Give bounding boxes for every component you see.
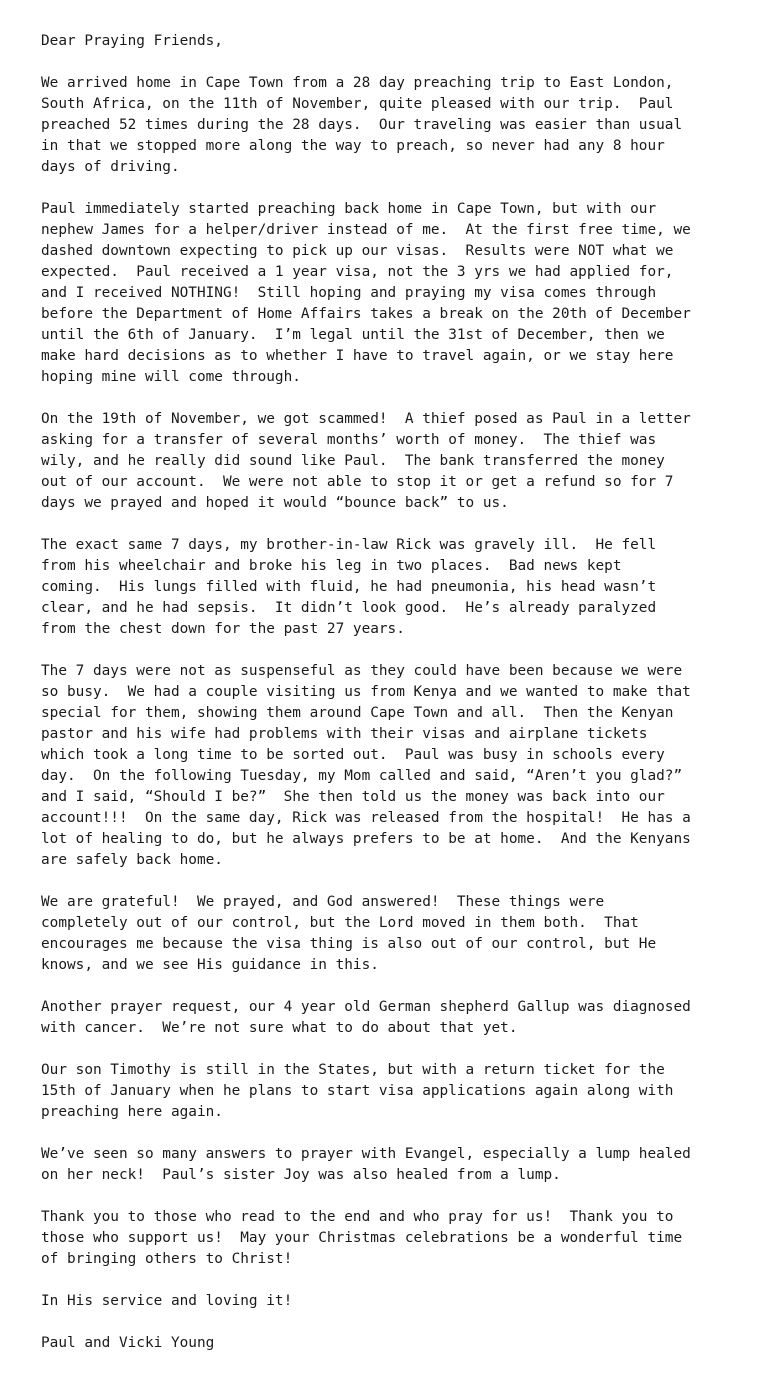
paragraph-dog-prayer-request: Another prayer request, our 4 year old German shepherd Gallup was diagnosed with cancer. We’re not sure what to do about that yet. [41, 999, 691, 1036]
prayer-letter [41, 31, 740, 1354]
closing: In His service and loving it! [41, 1293, 293, 1309]
paragraph-visa-news: Paul immediately started preaching back home in Cape Town, but with our nephew James for a helper/driver instead of me. At the first free time, we dashed downtown expecting to pick up our visas. Results were NOT what we expected. Paul received a 1 year visa, not the 3 yrs we had applied for, and I received NOTHING! Still hoping and praying my visa comes through before the Department of Home Affairs takes a break on the 20th of December until the 6th of January. I’m legal until the 31st of December, then we make hard decisions as to whether I have to travel again, or we stay here hoping mine will come through. [41, 201, 691, 385]
paragraph-answers-to-prayer: We’ve seen so many answers to prayer with Evangel, especially a lump healed on her neck! Paul’s sister Joy was also healed from a lump. [41, 1146, 691, 1183]
paragraph-rick-illness: The exact same 7 days, my brother-in-law Rick was gravely ill. He fell from his wheelchair and broke his leg in two places. Bad news kept coming. His lungs filled with fluid, he had pneumonia, his head wasn’t clear, and he had sepsis. It didn’t look good. He’s already paralyzed from the chest down for the past 27 years. [41, 537, 657, 637]
paragraph-thank-you: Thank you to those who read to the end and who pray for us! Thank you to those who support us! May your Christmas celebrations be a wonderful time of bringing others to Christ! [41, 1209, 683, 1267]
paragraph-scam: On the 19th of November, we got scammed! A thief posed as Paul in a letter asking for a transfer of several months’ worth of money. The thief was wily, and he really did sound like Paul. The bank transferred the money out of our account. We were not able to stop it or get a refund so for 7 days we prayed and hoped it would “bounce back” to us. [41, 411, 691, 511]
paragraph-trip-report: We arrived home in Cape Town from a 28 day preaching trip to East London, South Africa, on the 11th of November, quite pleased with our trip. Paul preached 52 times during the 28 days. Our traveling was easier than usual in that we stopped more along the way to preach, so never had any 8 hour days of driving. [41, 75, 683, 175]
paragraph-busy-week: The 7 days were not as suspenseful as they could have been because we were so busy. We had a couple visiting us from Kenya and we wanted to make that special for them, showing them around Cape Town and all. Then the Kenyan pastor and his wife had problems with their visas and airplane tickets which took a long time to be sorted out. Paul was busy in schools every day. On the following Tuesday, my Mom called and said, “Aren’t you glad?” and I said, “Should I be?” She then told us the money was back into our account!!! On the same day, Rick was released from the hospital! He has a lot of healing to do, but he always prefers to be at home. And the Kenyans are safely back home. [41, 663, 691, 868]
signature: Paul and Vicki Young [41, 1335, 215, 1351]
paragraph-son-timothy: Our son Timothy is still in the States, but with a return ticket for the 15th of January when he plans to start visa applications again along with preaching here again. [41, 1062, 674, 1120]
salutation: Dear Praying Friends, [41, 33, 223, 49]
paragraph-gratitude: We are grateful! We prayed, and God answered! These things were completely out of our control, but the Lord moved in them both. That encourages me because the visa thing is also out of our control, but He knows, and we see His guidance in this. [41, 894, 657, 973]
